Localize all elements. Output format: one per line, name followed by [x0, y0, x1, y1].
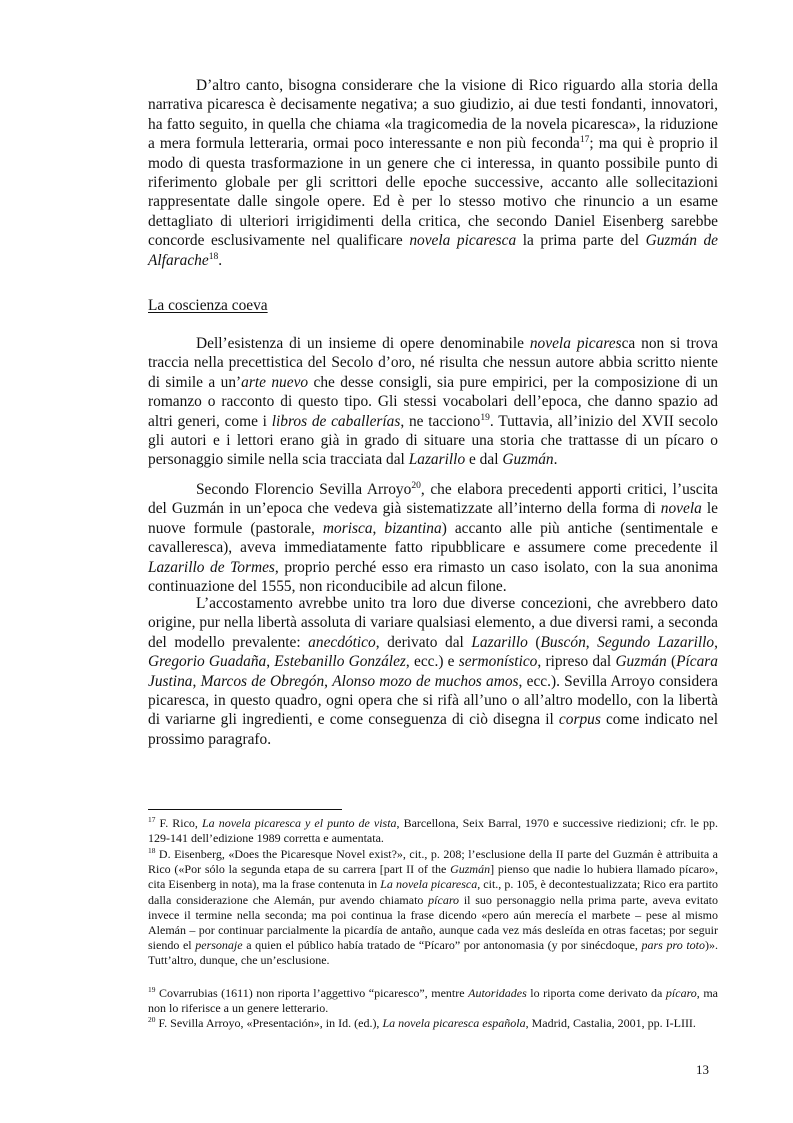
section-heading: La coscienza coeva: [148, 297, 268, 314]
paragraph-intro: D’altro canto, bisogna considerare che la visione di Rico riguardo alla storia della narrativa picaresca è decisamente negativa; a suo giudizio, ai due testi fondanti, innovatori, ha fatto seguito, in quella che chiama «la tragicomedia de la novela picaresca», la riduzione a mera formula letteraria, ormai poco interessante e non più feconda$^{17}$; ma qui è proprio il modo di questa trasformazione in un genere che ci interessa, in quanto possibile punto di riferimento globale per gli scrittori delle epoche successive, accanto alle sollecitazioni rappresentate dalle singole opere. Ed è per lo stesso motivo che rinuncio a un esame dettagliato di ulteriori irrigidimenti della critica, che secondo Daniel Eisenberg sarebbe concorde esclusivamente nel qualificare novela picaresca la prima parte del Guzmán de Alfarache$^{18}$.: [148, 77, 718, 269]
page-number: 13: [696, 1062, 709, 1077]
footnote-ref-18: 18: [208, 250, 219, 262]
footnote-17: $^{17}$ F. Rico, La novela picaresca y el punto de vista, Barcellona, Seix Barral, 1970 e successive riedizioni; cfr. le pp. 129-141 dell’edizione 1989 corretta e aumentata.: [148, 815, 718, 846]
footnote-ref-20: 20: [411, 479, 421, 491]
footnote-19: $^{19}$ Covarrubias (1611) non riporta l’aggettivo “picaresco”, mentre Autoridades lo riporta come derivato da pícaro, ma non lo riferisce a un genere letterario.: [148, 985, 718, 1016]
paragraph-coscienza-2: Secondo Florencio Sevilla Arroyo$^{20}$, che elabora precedenti apporti critici, l’uscita del Guzmán in un’epoca che vedeva già sistematizzate all’interno della forma di novela le nuove formule (pastorale, morisca, bizantina) accanto alle più antiche (sentimentale e cavalleresca), aveva immediatamente fatto ripubblicare e assumere come precedente il Lazarillo de Tormes, proprio perché esso era rimasto un caso isolato, con la sua anonima continuazione del 1555, non riconducibile ad alcun filone.: [148, 479, 718, 596]
paragraph-coscienza-1: Dell’esistenza di un insieme di opere denominabile novela picaresca non si trova traccia nella precettistica del Secolo d’oro, né risulta che nessun autore abbia scritto niente di simile a un’arte nuevo che desse consigli, sia pure empirici, per la composizione di un romanzo o racconto di questo tipo. Gli stessi vocabolari dell’epoca, che danno spazio ad altri generi, come i libros de caballerías, ne tacciono$^{19}$. Tuttavia, all’inizio del XVII secolo gli autori e i lettori erano già in grado di situare una storia che trattasse di un pícaro o personaggio simile nella scia tracciata dal Lazarillo e dal Guzmán.: [148, 335, 719, 469]
footnote-ref-19: 19: [480, 411, 490, 423]
paragraph-coscienza-3: L’accostamento avrebbe unito tra loro due diverse concezioni, che avrebbero dato origine, pur nella libertà assoluta di variare qualsiasi elemento, a due diversi rami, a seconda del modello prevalente: anecdótico, derivato dal Lazarillo (Buscón, Segundo Lazarillo, Gregorio Guadaña, Estebanillo González, ecc.) e sermonístico, ripreso dal Guzmán (Pícara Justina, Marcos de Obregón, Alonso mozo de muchos amos, ecc.). Sevilla Arroyo considera picaresca, in questo quadro, ogni opera che si rifà all’uno o all’altro modello, con la libertà di variarne gli ingredienti, e come conseguenza di ciò disegna il corpus come indicato nel prossimo paragrafo.: [148, 595, 718, 748]
footnote-20: $^{20}$ F. Sevilla Arroyo, «Presentación», in Id. (ed.), La novela picaresca española, Madrid, Castalia, 2001, pp. I-LIII.: [148, 1015, 696, 1030]
footnote-separator: [148, 809, 342, 810]
footnote-ref-17: 17: [579, 134, 590, 146]
footnote-18: $^{18}$ D. Eisenberg, «Does the Picaresque Novel exist?», cit., p. 208; l’esclusione della II parte del Guzmán è attribuita a Rico («Por sólo la segunda etapa de su carrera [part II of the Guzmán] pienso que nadie lo hubiera llamado pícaro», cita Eisenberg in nota), ma la frase contenuta in La novela picaresca, cit., p. 105, è decontestualizzata; Rico era partito dalla considerazione che Alemán, pur avendo chiamato pícaro il suo personaggio nella prima parte, aveva evitato invece il termine nella seconda; ma poi continua la frase dicendo «pero aún merecía el marbete – pese al mismo Alemán – por continuar parcialmente la picardía de antaño, aunque cada vez más desleída en otras facetas; por seguir siendo el personaje a quien el público había tratado de “Pícaro” por antonomasia (y por sinécdoque, pars pro toto)». Tutt’altro, dunque, che un’esclusione.: [148, 846, 719, 968]
